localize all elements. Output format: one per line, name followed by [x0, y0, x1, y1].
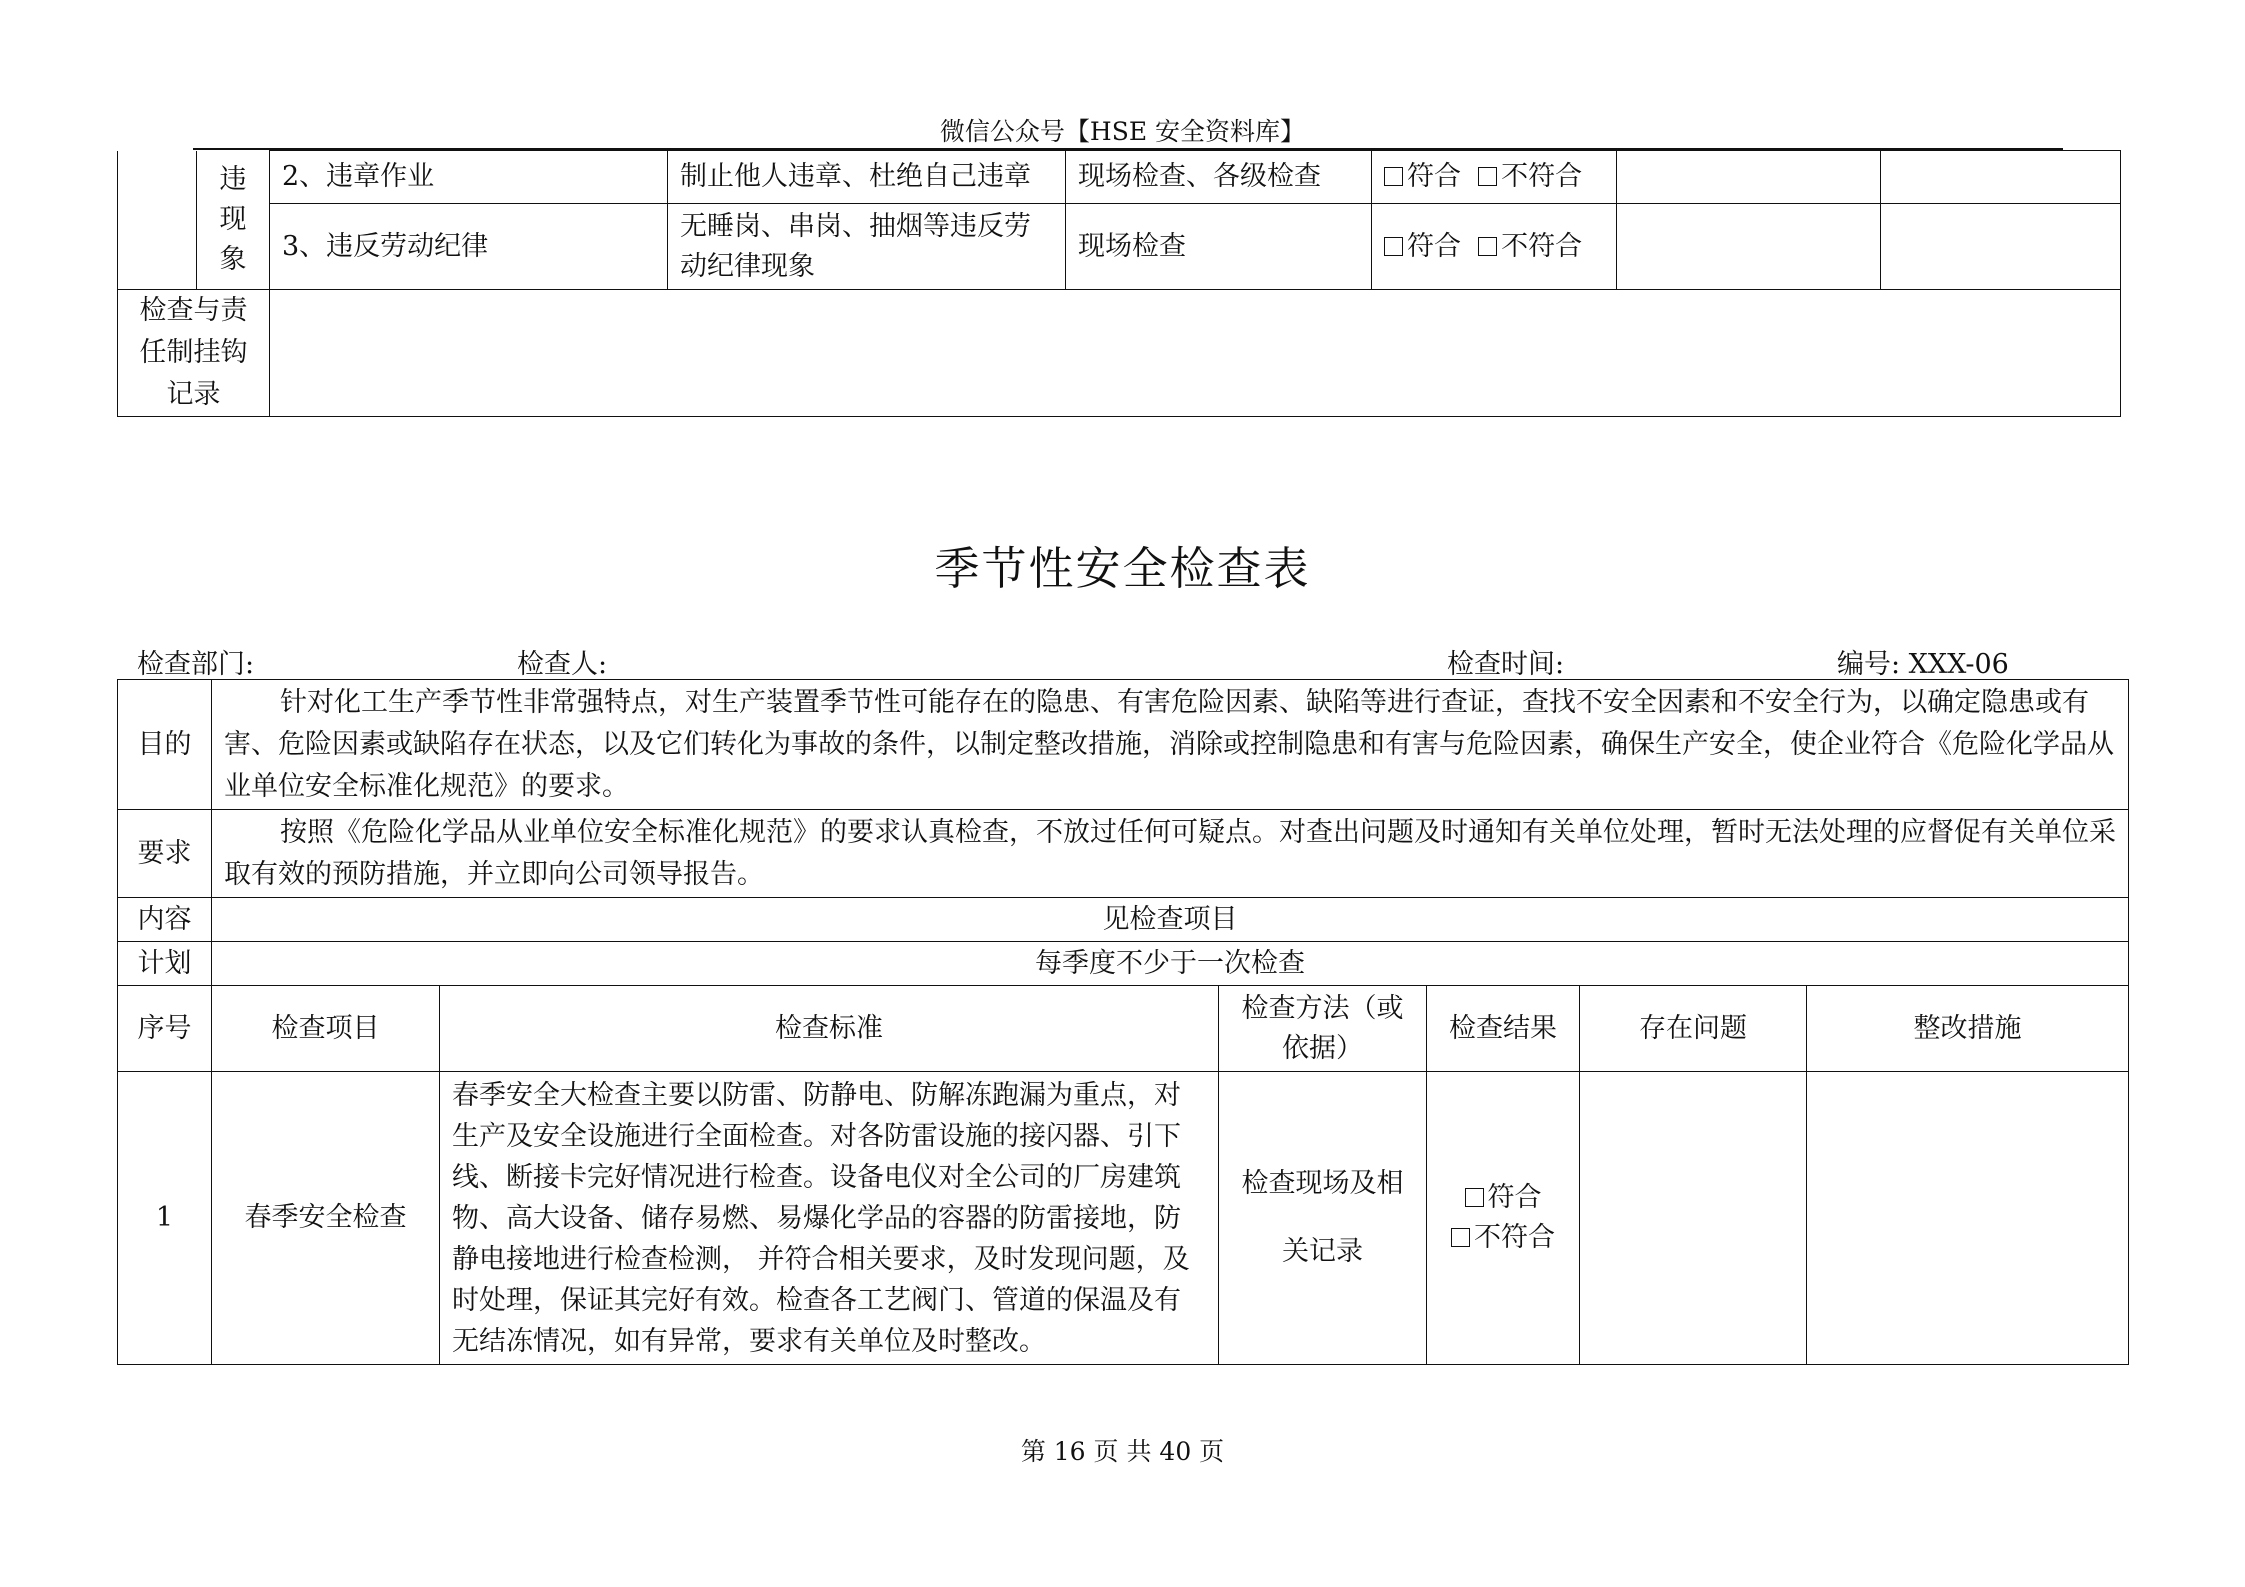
meta-dept: 检查部门:	[137, 649, 255, 680]
top-table	[117, 150, 2121, 417]
standard-cell: 无睡岗、串岗、抽烟等违反劳动纪律现象	[668, 204, 1066, 290]
result-cell	[1372, 204, 1617, 290]
column-header: 检查方法（或依据）	[1219, 986, 1427, 1072]
blank-cell	[1881, 204, 2121, 290]
ok-label: 符合	[1487, 1182, 1542, 1213]
blank-cell	[1617, 204, 1881, 290]
side-char: 违	[219, 163, 247, 195]
plan-text: 每季度不少于一次检查	[212, 942, 2129, 986]
row-number: 1	[118, 1072, 212, 1365]
checkbox[interactable]	[1384, 167, 1403, 186]
column-header: 检查项目	[212, 986, 440, 1072]
meta-time: 检查时间:	[1447, 649, 1565, 680]
not-ok-label: 不符合	[1501, 161, 1583, 192]
side-label	[197, 151, 270, 290]
checkbox[interactable]	[1451, 1228, 1470, 1247]
blank-cell	[1617, 151, 1881, 204]
table-row	[118, 1072, 2129, 1365]
row-standard: 春季安全大检查主要以防雷、防静电、防解冻跑漏为重点，对生产及安全设施进行全面检查。对各防雷设施的接闪器、引下线、断接卡完好情况进行检查。设备电仪对全公司的厂房建筑物、高大设备、储存易燃、易爆化学品的容器的防雷接地，防静电接地进行检查检测， 并符合相关要求，及时发现问题，及时处理，保证其完好有效。检查各工艺阀门、管道的保温及有无结冻情况，如有异常，要求有关单位及时整改。	[440, 1072, 1219, 1365]
not-ok-label: 不符合	[1501, 230, 1583, 262]
record-label: 检查与责任制挂钩记录	[118, 290, 270, 417]
column-header: 检查标准	[440, 986, 1219, 1072]
ok-label: 符合	[1407, 161, 1461, 192]
blank-cell	[118, 151, 197, 290]
page-title: 季节性安全检查表	[934, 542, 1311, 595]
meta-code: 编号: XXX-06	[1837, 649, 2009, 680]
meta-row	[137, 642, 2027, 678]
checkbox[interactable]	[1465, 1188, 1484, 1207]
column-header: 序号	[118, 986, 212, 1072]
blank-cell	[1881, 151, 2121, 204]
standard-cell: 制止他人违章、杜绝自己违章	[668, 151, 1066, 204]
row-method: 检查现场及相关记录	[1219, 1072, 1427, 1365]
meta-inspector: 检查人:	[517, 649, 608, 680]
main-table	[117, 679, 2129, 1365]
not-ok-label: 不符合	[1474, 1222, 1555, 1253]
page-header: 微信公众号【HSE 安全资料库】	[939, 117, 1306, 146]
requirement-text: 按照《危险化学品从业单位安全标准化规范》的要求认真检查，不放过任何可疑点。对查出问题及时通知有关单位处理，暂时无法处理的应督促有关单位采取有效的预防措施，并立即向公司领导报告。	[212, 810, 2129, 898]
side-char: 现	[219, 203, 247, 235]
column-header: 检查结果	[1427, 986, 1580, 1072]
plan-label: 计划	[118, 942, 212, 986]
checkbox[interactable]	[1478, 237, 1497, 256]
row-problem	[1580, 1072, 1807, 1365]
page-footer: 第 16 页 共 40 页	[1020, 1437, 1225, 1466]
column-header: 整改措施	[1807, 986, 2129, 1072]
purpose-text: 针对化工生产季节性非常强特点，对生产装置季节性可能存在的隐患、有害危险因素、缺陷等进行查证，查找不安全因素和不安全行为，以确定隐患或有害、危险因素或缺陷存在状态，以及它们转化为事故的条件，以制定整改措施，消除或控制隐患和有害与危险因素，确保生产安全，使企业符合《危险化学品从业单位安全标准化规范》的要求。	[212, 680, 2129, 810]
row-item: 春季安全检查	[212, 1072, 440, 1365]
ok-label: 符合	[1407, 230, 1461, 262]
item-cell: 3、违反劳动纪律	[270, 204, 668, 290]
requirement-label: 要求	[118, 810, 212, 898]
result-cell	[1372, 151, 1617, 204]
method-cell: 现场检查、各级检查	[1066, 151, 1372, 204]
content-text: 见检查项目	[212, 898, 2129, 942]
content-label: 内容	[118, 898, 212, 942]
checkbox[interactable]	[1478, 167, 1497, 186]
record-cell	[270, 290, 2121, 417]
method-cell: 现场检查	[1066, 204, 1372, 290]
row-measure	[1807, 1072, 2129, 1365]
item-cell: 2、违章作业	[270, 151, 668, 204]
side-char: 象	[219, 243, 247, 275]
checkbox[interactable]	[1384, 237, 1403, 256]
column-header: 存在问题	[1580, 986, 1807, 1072]
purpose-label: 目的	[118, 680, 212, 810]
row-result	[1427, 1072, 1580, 1365]
